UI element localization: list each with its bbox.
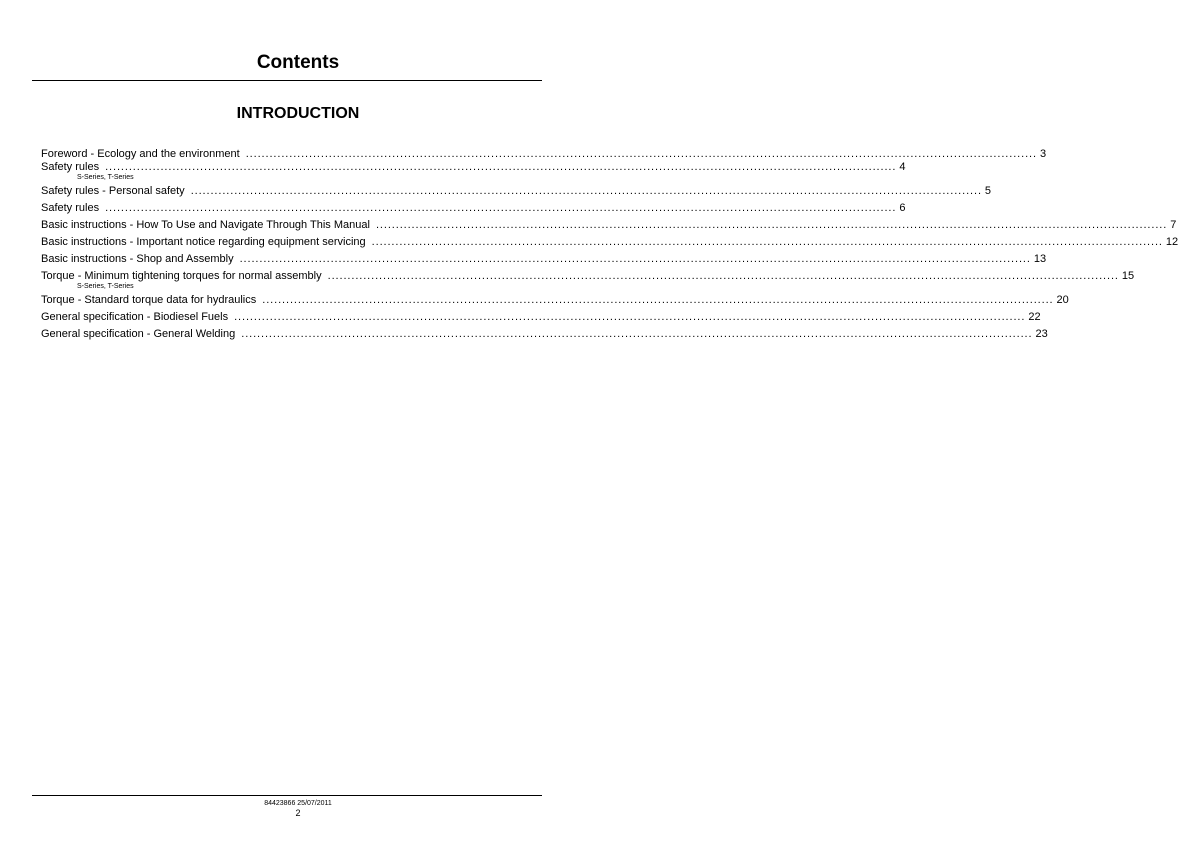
dot-leader: ........................................................................................................................................................................................................	[245, 148, 1037, 160]
toc-entry[interactable]	[41, 148, 1047, 161]
toc-entry-series: S-Series, T-Series	[77, 283, 134, 290]
toc-entry-page: 12	[1165, 236, 1178, 248]
toc-entry-series: S-Series, T-Series	[77, 174, 134, 181]
dot-leader: ........................................................................................................................................................................................................	[105, 202, 897, 214]
dot-leader: ........................................................................................................................................................................................................	[371, 236, 1163, 248]
toc-entry-page: 3	[1039, 148, 1047, 160]
dot-leader: ........................................................................................................................................................................................................	[327, 270, 1119, 282]
dot-leader: ........................................................................................................................................................................................................	[239, 253, 1031, 265]
toc-entry-label: Basic instructions - How To Use and Navigate Through This Manual	[41, 219, 370, 231]
dot-leader: ........................................................................................................................................................................................................	[234, 311, 1026, 323]
toc-entry[interactable]	[41, 328, 1048, 341]
toc-entry[interactable]	[41, 202, 906, 215]
page-number: 2	[295, 808, 301, 818]
toc-entry-page: 20	[1056, 294, 1069, 306]
toc-entry[interactable]	[41, 253, 1047, 266]
dot-leader: ........................................................................................................................................................................................................	[241, 328, 1033, 340]
section-heading: INTRODUCTION	[236, 105, 360, 122]
toc-entry-page: 13	[1033, 253, 1047, 265]
toc-entry-label: General specification - General Welding	[41, 328, 236, 340]
toc-entry-label: Torque - Standard torque data for hydraulics	[41, 294, 257, 306]
toc-entry-page: 6	[899, 202, 906, 214]
toc-entry-label: Foreword - Ecology and the environment	[41, 148, 240, 160]
toc-entry[interactable]	[41, 236, 1178, 249]
toc-entry[interactable]	[41, 161, 906, 182]
toc-entry-label: Safety rules - Personal safety	[41, 185, 185, 197]
toc-entry-page: 7	[1170, 219, 1177, 231]
toc-entry[interactable]	[41, 219, 1177, 232]
toc-entry-page: 5	[984, 185, 992, 197]
dot-leader: ........................................................................................................................................................................................................	[375, 219, 1168, 231]
toc-entry-page: 15	[1121, 270, 1135, 282]
toc-entry[interactable]	[41, 294, 1069, 307]
dot-leader: ........................................................................................................................................................................................................	[190, 185, 982, 197]
toc-entry-label: Basic instructions - Important notice regarding equipment servicing	[41, 236, 366, 248]
toc-entry-page: 22	[1028, 311, 1041, 323]
toc-entry[interactable]	[41, 311, 1041, 324]
toc-entry[interactable]	[41, 270, 1135, 291]
table-of-contents	[41, 148, 1178, 341]
toc-entry-label: General specification - Biodiesel Fuels	[41, 311, 229, 323]
toc-entry[interactable]	[41, 185, 992, 198]
toc-entry-page: 23	[1035, 328, 1048, 340]
toc-entry-label: Safety rules	[41, 161, 100, 173]
dot-leader: ........................................................................................................................................................................................................	[262, 294, 1054, 306]
toc-entry-page: 4	[899, 161, 906, 173]
toc-entry-label: Basic instructions - Shop and Assembly	[41, 253, 234, 265]
footer-divider	[32, 795, 542, 796]
document-id: 84423866 25/07/2011	[264, 800, 332, 807]
toc-entry-label: Safety rules	[41, 202, 100, 214]
page-title: Contents	[256, 52, 340, 73]
toc-entry-label: Torque - Minimum tightening torques for normal assembly	[41, 270, 322, 282]
title-divider	[32, 80, 542, 81]
dot-leader: ........................................................................................................................................................................................................	[105, 161, 897, 173]
